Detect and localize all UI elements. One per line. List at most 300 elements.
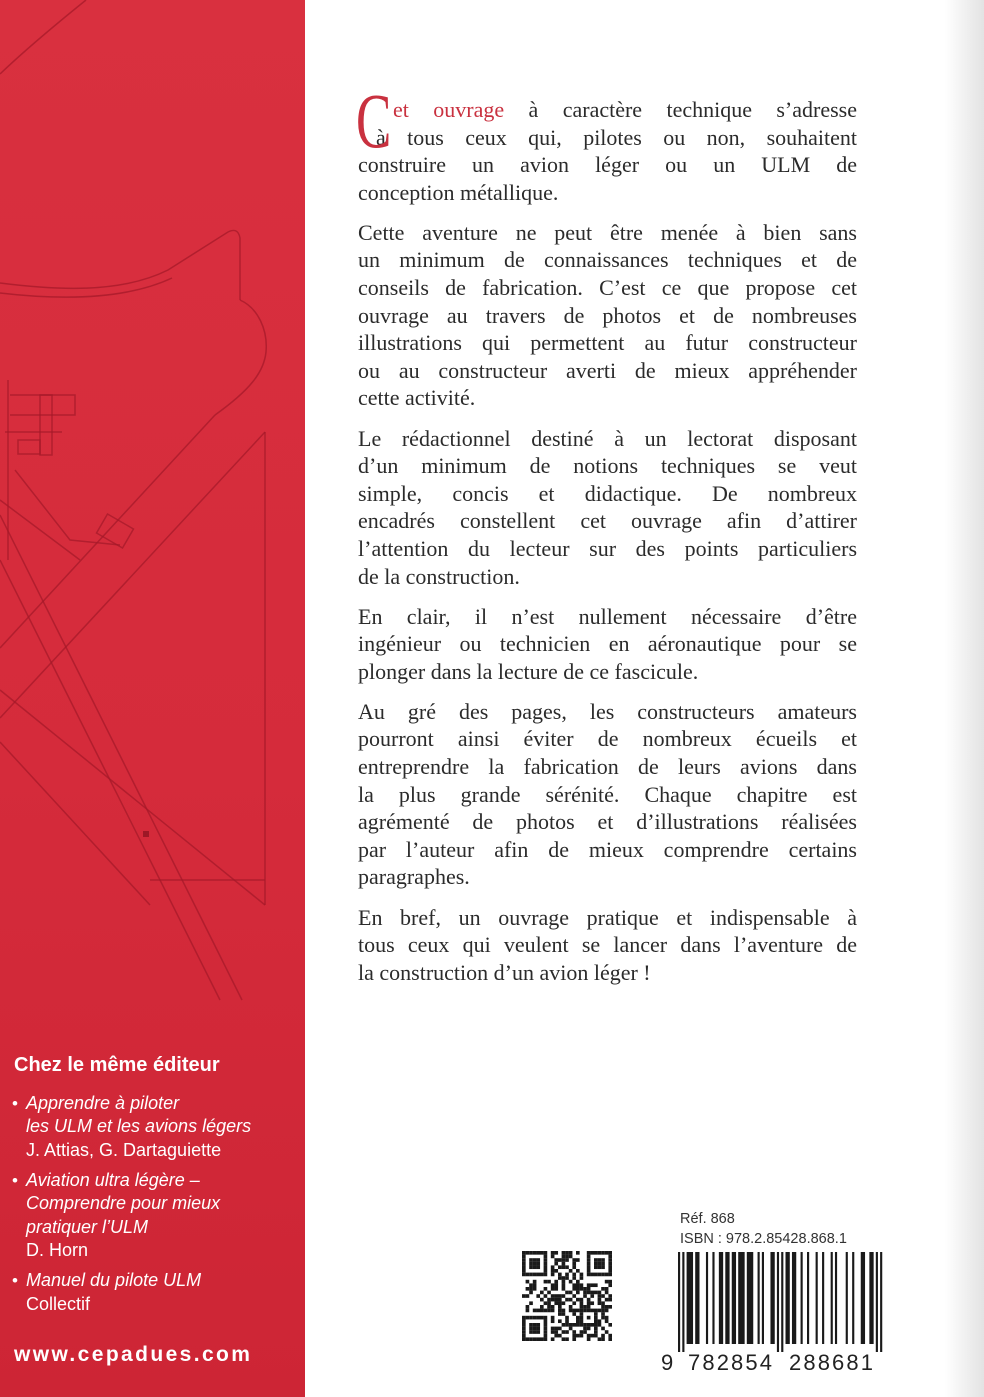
qr-module — [601, 1287, 605, 1291]
qr-module — [554, 1287, 558, 1291]
qr-module — [565, 1316, 569, 1320]
qr-module — [601, 1334, 605, 1338]
qr-module — [529, 1251, 533, 1255]
qr-module — [522, 1334, 526, 1338]
qr-module — [572, 1265, 576, 1269]
qr-module — [572, 1273, 576, 1277]
qr-module — [565, 1255, 569, 1259]
qr-module — [547, 1305, 551, 1309]
description-paragraph — [358, 904, 857, 987]
qr-module — [544, 1287, 548, 1291]
qr-module — [580, 1305, 584, 1309]
description-paragraph — [358, 698, 857, 891]
qr-module — [576, 1298, 580, 1302]
qr-module — [529, 1265, 533, 1269]
qr-module — [562, 1330, 566, 1334]
qr-module — [536, 1251, 540, 1255]
bullet: • — [12, 1271, 18, 1290]
barcode-bar — [725, 1252, 729, 1344]
qr-module — [529, 1283, 533, 1287]
publisher-catalog — [14, 1053, 299, 1323]
qr-module — [547, 1309, 551, 1313]
description-line: d’un minimum de notions techniques se veut — [358, 453, 857, 479]
qr-module — [562, 1309, 566, 1313]
qr-module — [583, 1291, 587, 1295]
qr-module — [580, 1334, 584, 1338]
qr-module — [540, 1251, 544, 1255]
book-title-line: Comprendre pour mieux — [26, 1193, 221, 1213]
line-text: à caractère technique s’adresse — [528, 97, 858, 122]
qr-module — [576, 1319, 580, 1323]
description-paragraph — [356, 77, 858, 206]
qr-module — [601, 1337, 605, 1341]
book-author: D. Horn — [26, 1240, 89, 1260]
qr-module — [590, 1301, 594, 1305]
book-title-line: Apprendre à piloter — [26, 1092, 180, 1113]
qr-module — [562, 1301, 566, 1305]
qr-module — [594, 1327, 598, 1331]
qr-module — [536, 1258, 540, 1262]
qr-module — [533, 1309, 537, 1313]
qr-module — [551, 1305, 555, 1309]
barcode-bar — [732, 1252, 736, 1344]
qr-module — [601, 1316, 605, 1320]
qr-module — [594, 1312, 598, 1316]
qr-module — [544, 1316, 548, 1320]
qr-module — [533, 1262, 537, 1266]
qr-module — [598, 1294, 602, 1298]
qr-module — [587, 1283, 591, 1287]
qr-module — [533, 1258, 537, 1262]
qr-module — [562, 1251, 566, 1255]
qr-module — [569, 1251, 573, 1255]
qr-module — [608, 1269, 612, 1273]
qr-module — [526, 1251, 530, 1255]
qr-module — [522, 1265, 526, 1269]
qr-module — [580, 1330, 584, 1334]
qr-module — [529, 1262, 533, 1266]
blueprint-line — [0, 0, 86, 74]
qr-module — [529, 1291, 533, 1295]
description-line: plonger dans la lecture de ce fascicule. — [358, 658, 699, 684]
qr-module — [605, 1280, 609, 1284]
description-line: simple, concis et didactique. De nombreux — [358, 480, 857, 506]
qr-module — [587, 1291, 591, 1295]
qr-module — [562, 1265, 566, 1269]
aircraft-blueprint-drawing — [0, 0, 305, 1010]
qr-module — [544, 1273, 548, 1277]
qr-module — [536, 1265, 540, 1269]
qr-module — [601, 1258, 605, 1262]
description-line: Au gré des pages, les constructeurs amateurs — [358, 698, 857, 724]
qr-module — [551, 1298, 555, 1302]
qr-module — [544, 1269, 548, 1273]
qr-module — [590, 1294, 594, 1298]
qr-module — [580, 1312, 584, 1316]
qr-module — [583, 1305, 587, 1309]
barcode-bar — [869, 1252, 873, 1344]
qr-module — [522, 1327, 526, 1331]
qr-module — [529, 1273, 533, 1277]
qr-module — [565, 1291, 569, 1295]
qr-module — [576, 1280, 580, 1284]
qr-module — [544, 1337, 548, 1341]
qr-module — [522, 1316, 526, 1320]
description-line: illustrations qui permettent au futur constructeur — [358, 330, 857, 356]
qr-module — [605, 1291, 609, 1295]
qr-module — [544, 1309, 548, 1313]
qr-module — [551, 1287, 555, 1291]
qr-module — [540, 1309, 544, 1313]
qr-module — [605, 1251, 609, 1255]
qr-module — [598, 1291, 602, 1295]
qr-module — [526, 1316, 530, 1320]
barcode-bar — [687, 1252, 693, 1344]
qr-module — [562, 1287, 566, 1291]
barcode-bar — [682, 1252, 684, 1352]
qr-module — [580, 1316, 584, 1320]
blueprint-line — [15, 470, 120, 545]
qr-module — [608, 1283, 612, 1287]
qr-module — [565, 1258, 569, 1262]
qr-module — [536, 1330, 540, 1334]
qr-module — [590, 1323, 594, 1327]
qr-module — [562, 1337, 566, 1341]
qr-module — [565, 1319, 569, 1323]
qr-module — [569, 1305, 573, 1309]
qr-module — [526, 1273, 530, 1277]
qr-module — [540, 1305, 544, 1309]
qr-module — [562, 1312, 566, 1316]
qr-module — [565, 1273, 569, 1277]
qr-module — [569, 1280, 573, 1284]
qr-module — [551, 1265, 555, 1269]
qr-module — [598, 1265, 602, 1269]
description-line: En bref, un ouvrage pratique et indispensable à — [358, 904, 857, 930]
qr-module — [587, 1262, 591, 1266]
qr-module — [601, 1312, 605, 1316]
qr-module — [562, 1283, 566, 1287]
qr-module — [580, 1301, 584, 1305]
qr-module — [558, 1301, 562, 1305]
qr-module — [590, 1291, 594, 1295]
description-line: entreprendre la fabrication de leurs avions dans — [358, 754, 857, 780]
qr-module — [554, 1294, 558, 1298]
description-line: paragraphes. — [358, 864, 470, 890]
description-line: tous ceux qui veulent se lancer dans l’aventure de — [358, 932, 857, 958]
qr-module — [533, 1283, 537, 1287]
qr-module — [540, 1337, 544, 1341]
qr-module — [598, 1337, 602, 1341]
qr-module — [576, 1258, 580, 1262]
description-paragraph — [358, 219, 857, 412]
qr-module — [587, 1265, 591, 1269]
barcode-bar — [846, 1252, 848, 1344]
qr-module — [533, 1330, 537, 1334]
qr-module — [533, 1316, 537, 1320]
barcode-bar — [831, 1252, 833, 1344]
description-line: cette activité. — [358, 385, 476, 411]
qr-module — [598, 1273, 602, 1277]
qr-module — [601, 1265, 605, 1269]
qr-module — [576, 1251, 580, 1255]
qr-module — [594, 1319, 598, 1323]
qr-module — [533, 1327, 537, 1331]
qr-module — [594, 1283, 598, 1287]
qr-module — [608, 1273, 612, 1277]
qr-module — [565, 1251, 569, 1255]
qr-module — [565, 1298, 569, 1302]
description-line: Le rédactionnel destiné à un lectorat disposant — [358, 425, 857, 451]
barcode-bar — [876, 1252, 878, 1352]
barcode-bar — [758, 1252, 760, 1344]
qr-module — [558, 1273, 562, 1277]
description-line: par l’auteur afin de mieux comprendre certains — [358, 836, 857, 862]
qr-module — [605, 1305, 609, 1309]
barcode-bar — [852, 1252, 854, 1344]
qr-module — [572, 1287, 576, 1291]
qr-module — [576, 1287, 580, 1291]
qr-module — [583, 1323, 587, 1327]
qr-module — [569, 1309, 573, 1313]
barcode-bar — [835, 1252, 837, 1344]
qr-module — [587, 1258, 591, 1262]
qr-module — [608, 1265, 612, 1269]
qr-module — [533, 1265, 537, 1269]
qr-module — [594, 1316, 598, 1320]
qr-module — [580, 1273, 584, 1277]
qr-module — [544, 1280, 548, 1284]
qr-module — [544, 1334, 548, 1338]
qr-module — [540, 1298, 544, 1302]
qr-module — [608, 1262, 612, 1266]
qr-module — [558, 1298, 562, 1302]
qr-module — [551, 1251, 555, 1255]
bullet: • — [12, 1170, 18, 1190]
qr-module — [583, 1327, 587, 1331]
description-line: ingénieur ou technicien en aéronautique pour se — [358, 631, 857, 657]
barcode-digits-left: 782854 — [688, 1350, 772, 1375]
qr-module — [533, 1273, 537, 1277]
qr-module — [526, 1337, 530, 1341]
barcode-bar — [712, 1252, 714, 1344]
qr-module — [572, 1330, 576, 1334]
qr-module — [572, 1334, 576, 1338]
qr-module — [572, 1323, 576, 1327]
qr-module — [558, 1334, 562, 1338]
qr-module — [562, 1280, 566, 1284]
qr-module — [529, 1337, 533, 1341]
blueprint-part — [40, 395, 52, 455]
qr-module — [526, 1287, 530, 1291]
barcode-bar — [777, 1252, 779, 1352]
qr-module — [594, 1262, 598, 1266]
qr-module — [594, 1251, 598, 1255]
qr-module — [544, 1262, 548, 1266]
description-line: de la construction. — [358, 563, 520, 589]
qr-module — [544, 1265, 548, 1269]
barcode-bar — [770, 1252, 774, 1344]
qr-module — [536, 1262, 540, 1266]
qr-module — [608, 1255, 612, 1259]
lead-words: et ouvrage — [393, 97, 505, 122]
qr-module — [554, 1258, 558, 1262]
qr-module — [594, 1258, 598, 1262]
qr-module — [554, 1301, 558, 1305]
qr-module — [540, 1273, 544, 1277]
qr-module — [608, 1305, 612, 1309]
qr-module — [576, 1269, 580, 1273]
reference-number: Réf. 868 — [680, 1211, 735, 1227]
blueprint-line — [0, 432, 265, 718]
qr-module — [544, 1255, 548, 1259]
qr-code-icon — [522, 1251, 612, 1341]
qr-module — [608, 1334, 612, 1338]
qr-module — [569, 1291, 573, 1295]
catalog-book — [14, 1092, 299, 1163]
description-line: Cette aventure ne peut être menée à bien sans — [358, 219, 857, 245]
barcode-bar — [738, 1252, 744, 1344]
qr-module — [551, 1273, 555, 1277]
qr-module — [529, 1330, 533, 1334]
qr-module — [522, 1262, 526, 1266]
qr-module — [580, 1276, 584, 1280]
qr-module — [587, 1316, 591, 1320]
qr-module — [587, 1309, 591, 1313]
qr-module — [551, 1316, 555, 1320]
qr-module — [547, 1301, 551, 1305]
book-title-line: Aviation ultra légère – — [26, 1169, 200, 1190]
qr-module — [576, 1309, 580, 1313]
qr-module — [587, 1298, 591, 1302]
qr-module — [565, 1323, 569, 1327]
qr-module — [590, 1309, 594, 1313]
qr-module — [562, 1294, 566, 1298]
description-line: l’attention du lecteur sur des points particuliers — [358, 535, 857, 561]
qr-module — [551, 1309, 555, 1313]
qr-module — [598, 1323, 602, 1327]
qr-module — [554, 1269, 558, 1273]
description-paragraph — [358, 603, 857, 686]
barcode-bar — [695, 1252, 699, 1344]
qr-module — [544, 1294, 548, 1298]
barcode-bar — [678, 1252, 680, 1352]
qr-module — [533, 1287, 537, 1291]
qr-module — [540, 1316, 544, 1320]
qr-module — [551, 1330, 555, 1334]
qr-module — [544, 1258, 548, 1262]
qr-module — [544, 1323, 548, 1327]
qr-module — [522, 1258, 526, 1262]
qr-module — [544, 1319, 548, 1323]
qr-module — [594, 1330, 598, 1334]
qr-module — [529, 1287, 533, 1291]
qr-module — [608, 1280, 612, 1284]
qr-module — [565, 1330, 569, 1334]
qr-module — [526, 1305, 530, 1309]
qr-module — [608, 1337, 612, 1341]
qr-module — [601, 1262, 605, 1266]
qr-module — [605, 1330, 609, 1334]
description-line: encadrés constellent cet ouvrage afin d’attirer — [358, 508, 857, 534]
qr-module — [522, 1319, 526, 1323]
qr-module — [522, 1255, 526, 1259]
qr-module — [572, 1262, 576, 1266]
qr-module — [554, 1280, 558, 1284]
qr-module — [572, 1294, 576, 1298]
qr-module — [580, 1323, 584, 1327]
book-description — [356, 77, 858, 999]
qr-module — [594, 1273, 598, 1277]
qr-module — [547, 1280, 551, 1284]
qr-module — [594, 1323, 598, 1327]
qr-module — [601, 1251, 605, 1255]
qr-module — [526, 1294, 530, 1298]
qr-module — [562, 1258, 566, 1262]
qr-module — [587, 1287, 591, 1291]
qr-module — [536, 1294, 540, 1298]
ean13-barcode — [658, 1248, 890, 1378]
qr-module — [551, 1269, 555, 1273]
qr-module — [594, 1291, 598, 1295]
qr-module — [569, 1298, 573, 1302]
barcode-bar — [762, 1252, 764, 1344]
qr-module — [598, 1251, 602, 1255]
qr-module — [562, 1262, 566, 1266]
qr-module — [529, 1323, 533, 1327]
left-red-panel — [0, 0, 305, 1397]
qr-module — [536, 1327, 540, 1331]
barcode-bar — [816, 1252, 818, 1344]
qr-module — [536, 1316, 540, 1320]
qr-module — [605, 1309, 609, 1313]
qr-module — [522, 1337, 526, 1341]
qr-module — [590, 1251, 594, 1255]
qr-module — [554, 1262, 558, 1266]
qr-module — [536, 1273, 540, 1277]
qr-module — [572, 1276, 576, 1280]
qr-module — [551, 1327, 555, 1331]
qr-module — [601, 1273, 605, 1277]
qr-module — [587, 1251, 591, 1255]
qr-module — [558, 1305, 562, 1309]
qr-module — [569, 1327, 573, 1331]
catalog-book — [14, 1169, 299, 1263]
qr-module — [587, 1327, 591, 1331]
qr-module — [533, 1337, 537, 1341]
description-line: la plus grande sérénité. Chaque chapitre est — [358, 781, 857, 807]
qr-module — [605, 1316, 609, 1320]
qr-module — [572, 1258, 576, 1262]
barcode-bar — [807, 1252, 809, 1344]
qr-module — [540, 1291, 544, 1295]
barcode-bar — [719, 1252, 723, 1344]
qr-module — [605, 1298, 609, 1302]
qr-module — [572, 1337, 576, 1341]
product-reference — [680, 1209, 847, 1249]
qr-module — [533, 1323, 537, 1327]
qr-module — [533, 1280, 537, 1284]
barcode-bar — [792, 1252, 796, 1344]
qr-module — [554, 1283, 558, 1287]
qr-module — [587, 1269, 591, 1273]
description-line: ouvrage au travers de photos et de nombreuses — [358, 302, 857, 328]
qr-module — [551, 1283, 555, 1287]
qr-module — [551, 1337, 555, 1341]
blueprint-line — [0, 415, 215, 648]
qr-module — [544, 1327, 548, 1331]
qr-module — [522, 1269, 526, 1273]
